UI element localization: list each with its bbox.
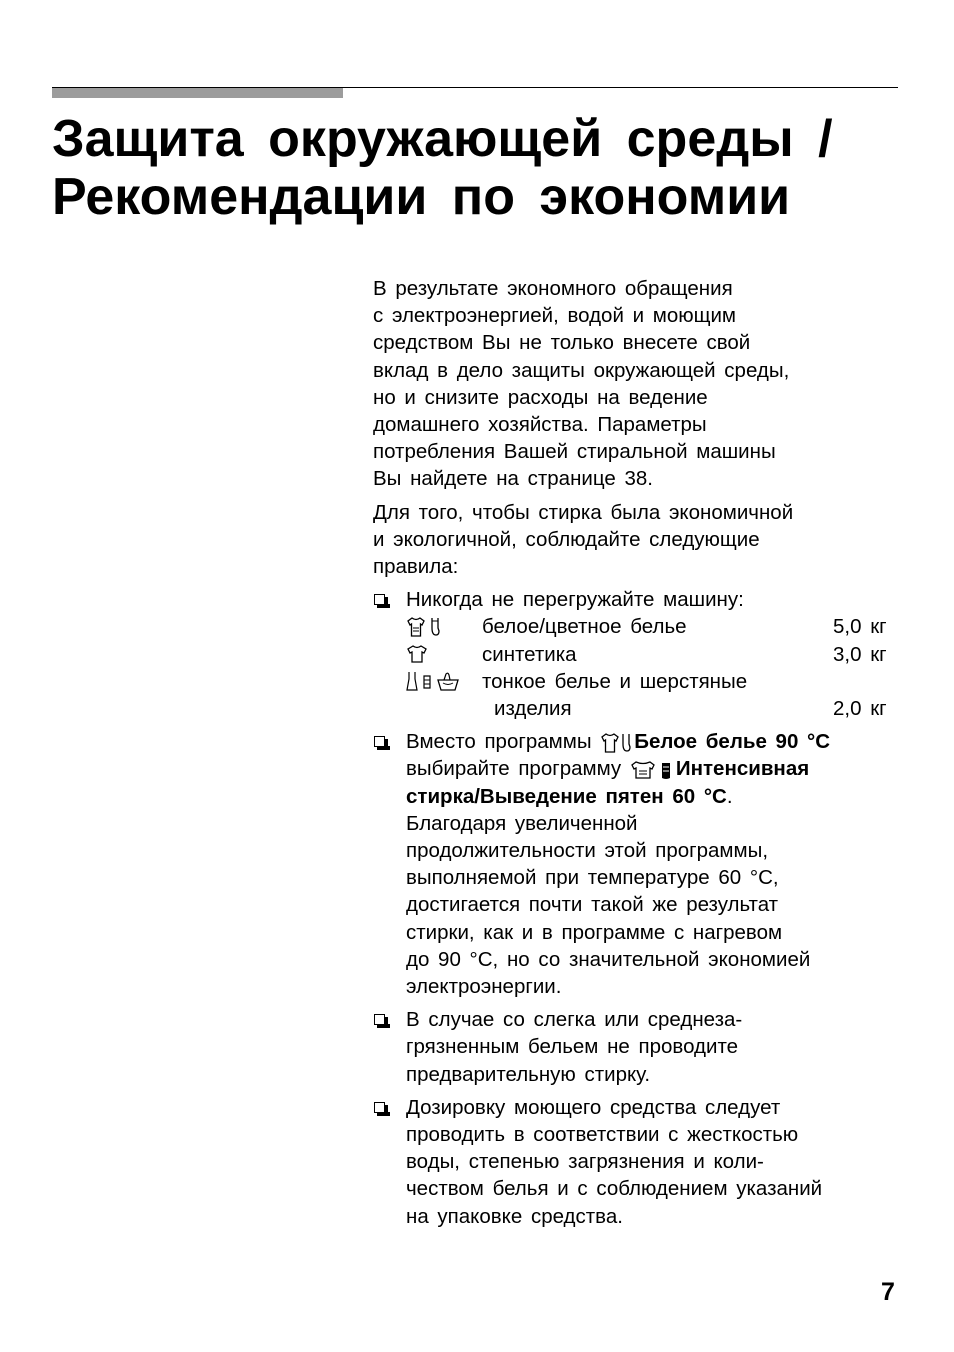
text-line: Для того, чтобы стирка была экономичной xyxy=(373,500,794,524)
text-line: электроэнергии. xyxy=(406,975,562,999)
checkbox-bullet-icon xyxy=(374,594,385,605)
synthetic-care-icons xyxy=(406,644,482,664)
fine-knit-icon xyxy=(421,670,433,692)
delicates-care-icons xyxy=(406,670,482,692)
intro-paragraph xyxy=(373,275,903,493)
text-line: грязненным бельем не проводите xyxy=(406,1035,739,1059)
text-line: воды, степенью загрязнения и коли- xyxy=(406,1150,764,1174)
title-line-2: Рекомендации по экономии xyxy=(52,168,791,226)
load-value: 2,0 кг xyxy=(833,697,887,720)
text-line: правила: xyxy=(373,555,459,579)
rule-heading: Никогда не перегружайте машину: xyxy=(406,588,744,612)
text-line: но и снизите расходы на ведение xyxy=(373,385,708,409)
content-column xyxy=(373,275,903,1236)
text-line: потребления Вашей стиральной машины xyxy=(373,440,776,464)
rule-item-overload xyxy=(373,586,903,722)
rules-intro-paragraph xyxy=(373,499,903,581)
dress-icon xyxy=(406,670,418,692)
hand-wash-wool-icon xyxy=(436,670,460,692)
text-line: достигается почти такой же результат xyxy=(406,893,779,917)
text-line: выполняемой при температуре 60 °С, xyxy=(406,866,779,890)
text-fragment: Вместо программы xyxy=(406,730,592,754)
intensive-program-icon xyxy=(630,759,676,781)
cotton-care-icons xyxy=(406,616,482,638)
text-line: средством Вы не только внесете свой xyxy=(373,331,751,355)
load-row-delicates-cont xyxy=(406,695,903,722)
rule-item-program-choice xyxy=(373,728,903,1000)
title-line-1: Защита окружающей среды / xyxy=(52,110,833,168)
text-line: В результате экономного обращения xyxy=(373,277,733,300)
load-row-synthetic xyxy=(406,641,903,668)
cotton-program-icon xyxy=(600,732,634,754)
page-number: 7 xyxy=(881,1278,895,1306)
text-line: В случае со слегка или среднеза- xyxy=(406,1008,743,1032)
text-line: и экологичной, соблюдайте следующие xyxy=(373,527,760,551)
sock-icon xyxy=(429,616,441,638)
load-label: белое/цветное белье xyxy=(482,615,687,639)
text-line: стирки, как и в программе с нагревом xyxy=(406,920,783,944)
text-fragment: выбирайте программу xyxy=(406,757,622,781)
text-line: чеством белья и с соблюдением указаний xyxy=(406,1177,823,1201)
checkbox-bullet-icon xyxy=(374,1014,385,1025)
text-line: до 90 °С, но со значительной экономией xyxy=(406,947,811,971)
page-title xyxy=(52,110,900,226)
text-line: продолжительности этой программы, xyxy=(406,839,769,862)
text-line xyxy=(406,755,903,782)
shirt-icon xyxy=(406,616,426,638)
program-name-cotton-90: Белое белье 90 °С xyxy=(634,730,831,754)
load-label: тонкое белье и шерстяные xyxy=(482,669,748,693)
text-line: Вы найдете на странице 38. xyxy=(373,467,653,491)
text-line: домашнего хозяйства. Параметры xyxy=(373,413,707,437)
program-name-intensive: Интенсивная xyxy=(675,757,810,781)
rule-item-prewash xyxy=(373,1006,903,1088)
text-line xyxy=(406,783,903,810)
load-label: изделия xyxy=(494,697,572,720)
load-value: 3,0 кг xyxy=(833,642,887,666)
text-line: на упаковке средства. xyxy=(406,1204,623,1228)
text-line: проводить в соответствии с жесткостью xyxy=(406,1123,799,1147)
load-value: 5,0 кг xyxy=(833,615,887,639)
rule-item-detergent xyxy=(373,1094,903,1230)
text-line: вклад в дело защиты окружающей среды, xyxy=(373,358,790,382)
text-line: Дозировку моющего средства следует xyxy=(406,1095,781,1119)
checkbox-bullet-icon xyxy=(374,736,385,747)
header-bar xyxy=(52,88,343,98)
text-line: Благодаря увеличенной xyxy=(406,811,638,835)
program-name-stain-60: стирка/Выведение пятен 60 °С xyxy=(406,784,727,808)
tshirt-icon xyxy=(406,644,428,664)
load-label: синтетика xyxy=(482,642,577,666)
load-row-delicates xyxy=(406,668,903,695)
checkbox-bullet-icon xyxy=(374,1102,385,1113)
text-fragment: . xyxy=(726,784,733,808)
text-line: предварительную стирку. xyxy=(406,1062,651,1086)
text-line xyxy=(406,728,903,755)
load-row-cotton xyxy=(406,613,903,640)
text-line: с электроэнергией, водой и моющим xyxy=(373,304,737,328)
